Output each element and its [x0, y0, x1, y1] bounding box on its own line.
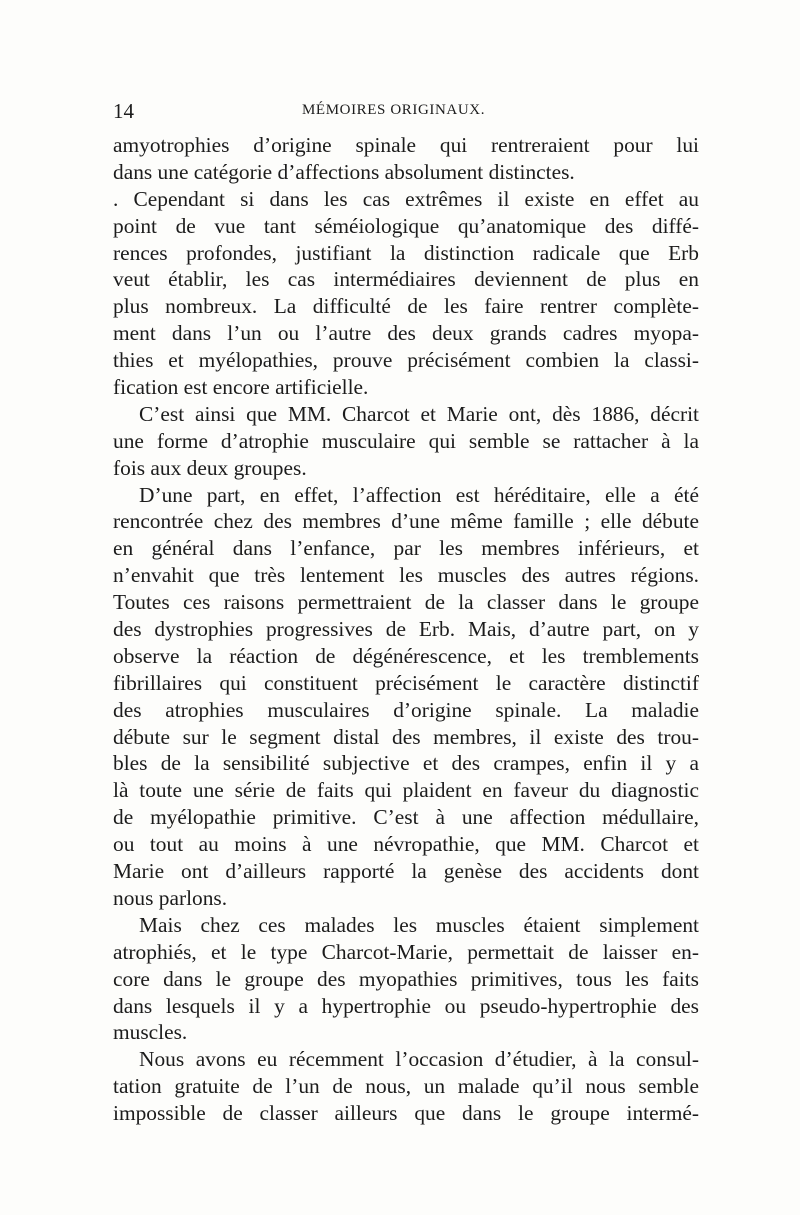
text-line: là toute une série de faits qui plaident en faveur du diagnostic — [113, 778, 699, 803]
text-line: rences profondes, justifiant la distinction radicale que Erb — [113, 240, 699, 265]
running-header — [113, 99, 693, 127]
text-line: ou tout au moins à une névropathie, que MM. Charcot et — [113, 832, 699, 857]
text-line: Mais chez ces malades les muscles étaient simplement — [139, 912, 699, 937]
text-line: impossible de classer ailleurs que dans le groupe intermé- — [113, 1101, 699, 1126]
text-line: atrophiés, et le type Charcot-Marie, permettait de laisser en- — [113, 939, 699, 964]
text-line: muscles. — [113, 1020, 188, 1045]
text-line: nous parlons. — [113, 885, 228, 910]
text-line: des atrophies musculaires d’origine spinale. La maladie — [113, 697, 699, 722]
text-line: Nous avons eu récemment l’occasion d’étudier, à la consul- — [139, 1047, 699, 1072]
text-line: D’une part, en effet, l’affection est héréditaire, elle a été — [139, 482, 699, 507]
text-line: rencontrée chez des membres d’une même famille ; elle débute — [113, 509, 699, 534]
text-line: amyotrophies d’origine spinale qui rentreraient pour lui — [113, 133, 699, 157]
text-line: core dans le groupe des myopathies primitives, tous les faits — [113, 966, 699, 991]
text-line: veut établir, les cas intermédiaires deviennent de plus en — [113, 267, 699, 292]
text-line: dans lesquels il y a hypertrophie ou pseudo-hypertrophie des — [113, 993, 699, 1018]
text-line: thies et myélopathies, prouve précisément combien la classi- — [113, 348, 699, 373]
text-line: observe la réaction de dégénérescence, et les tremblements — [113, 643, 699, 668]
text-line: n’envahit que très lentement les muscles des autres régions. — [113, 563, 699, 588]
page-number: 14 — [113, 99, 134, 123]
text-line: fication est encore artificielle. — [113, 375, 369, 400]
text-line: . Cependant si dans les cas extrêmes il existe en effet au — [113, 186, 699, 211]
text-line: une forme d’atrophie musculaire qui semble se rattacher à la — [113, 428, 699, 453]
text-line: des dystrophies progressives de Erb. Mais, d’autre part, on y — [113, 617, 699, 642]
running-title: MÉMOIRES ORIGINAUX. — [302, 102, 486, 118]
body-text — [113, 132, 699, 1127]
text-line: ment dans l’un ou l’autre des deux grands cadres myopa- — [113, 321, 699, 346]
text-line: tation gratuite de l’un de nous, un malade qu’il nous semble — [113, 1074, 699, 1099]
text-line: débute sur le segment distal des membres, il existe des trou- — [113, 724, 699, 749]
text-line: Toutes ces raisons permettraient de la classer dans le groupe — [113, 590, 699, 615]
text-line: dans une catégorie d’affections absolument distinctes. — [113, 159, 575, 184]
text-line: en général dans l’enfance, par les membres inférieurs, et — [113, 536, 699, 561]
text-line: Marie ont d’ailleurs rapporté la genèse des accidents dont — [113, 859, 699, 884]
text-line: C’est ainsi que MM. Charcot et Marie ont, dès 1886, décrit — [139, 401, 699, 426]
text-line: de myélopathie primitive. C’est à une affection médullaire, — [113, 805, 699, 830]
text-line: point de vue tant séméiologique qu’anatomique des diffé- — [113, 213, 699, 238]
text-line: fibrillaires qui constituent précisément le caractère distinctif — [113, 670, 699, 695]
text-line: plus nombreux. La difficulté de les faire rentrer complète- — [113, 294, 699, 319]
text-line: fois aux deux groupes. — [113, 455, 307, 480]
text-line: bles de la sensibilité subjective et des crampes, enfin il y a — [113, 751, 699, 776]
